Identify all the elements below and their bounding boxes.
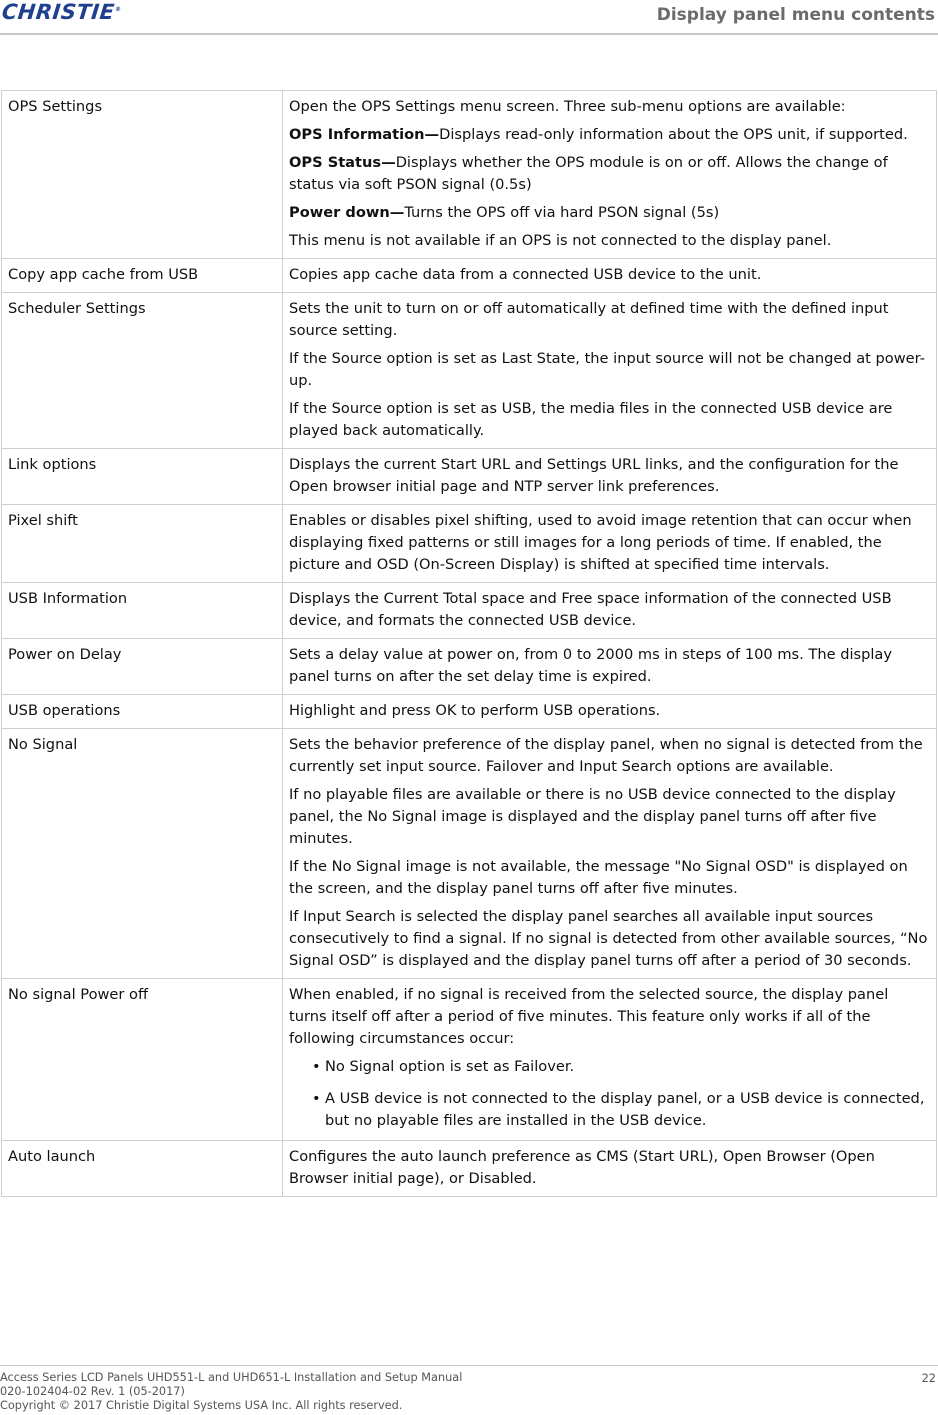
paragraph-text: Sets the behavior preference of the display panel, when no signal is detected from the currently set input source. Failover and Input Search options are available.	[289, 736, 923, 775]
paragraph-text: Configures the auto launch preference as CMS (Start URL), Open Browser (Open Browser initial page), or Disabled.	[289, 1148, 875, 1187]
description-paragraph	[289, 644, 930, 688]
menu-item-name: USB Information	[2, 583, 283, 639]
description-paragraph	[289, 454, 930, 498]
option-term: OPS Information—	[289, 126, 440, 143]
menu-item-description	[283, 293, 937, 449]
menu-item-description	[283, 1141, 937, 1197]
description-paragraph	[289, 348, 930, 392]
menu-item-name: Copy app cache from USB	[2, 259, 283, 293]
table-row	[2, 1141, 937, 1197]
table-row	[2, 91, 937, 259]
paragraph-text: Displays whether the OPS module is on or off. Allows the change of status via soft PSON signal (0.5s)	[289, 154, 888, 193]
table-row	[2, 583, 937, 639]
menu-item-name: Link options	[2, 449, 283, 505]
paragraph-text: Enables or disables pixel shifting, used to avoid image retention that can occur when displaying fixed patterns or still images for a long periods of time. If enabled, the picture and OSD (On-Screen Display) is shifted at specified time intervals.	[289, 512, 912, 573]
menu-item-description	[283, 505, 937, 583]
document-revision: 020-102404-02 Rev. 1 (05-2017)	[0, 1385, 185, 1398]
manual-title: Access Series LCD Panels UHD551-L and UHD651-L Installation and Setup Manual	[0, 1371, 463, 1384]
menu-item-description	[283, 695, 937, 729]
table-row	[2, 729, 937, 979]
page-footer	[0, 1365, 938, 1413]
table-row	[2, 449, 937, 505]
table-row	[2, 505, 937, 583]
page-header	[0, 0, 938, 35]
description-paragraph	[289, 124, 930, 146]
description-paragraph	[289, 230, 930, 252]
table-row	[2, 695, 937, 729]
table-row	[2, 293, 937, 449]
menu-item-description	[283, 449, 937, 505]
paragraph-text: Copies app cache data from a connected USB device to the unit.	[289, 266, 762, 283]
list-item-text: A USB device is not connected to the display panel, or a USB device is connected, but no playable files are installed in the USB device.	[325, 1090, 925, 1129]
list-item	[312, 1088, 930, 1132]
option-term: Power down—	[289, 204, 405, 221]
paragraph-text: Displays the current Start URL and Settings URL links, and the configuration for the Open browser initial page and NTP server link preferences.	[289, 456, 899, 495]
menu-item-description	[283, 583, 937, 639]
list-item-text: No Signal option is set as Failover.	[325, 1058, 575, 1075]
menu-item-name: No signal Power off	[2, 979, 283, 1141]
paragraph-text: This menu is not available if an OPS is not connected to the display panel.	[289, 232, 832, 249]
page-number: 22	[921, 1372, 936, 1385]
menu-contents-table	[1, 90, 937, 1197]
description-paragraph	[289, 202, 930, 224]
description-paragraph	[289, 96, 930, 118]
description-paragraph	[289, 298, 930, 342]
bullet-icon: •	[312, 1058, 321, 1075]
description-paragraph	[289, 1146, 930, 1190]
menu-item-name: Pixel shift	[2, 505, 283, 583]
table-row	[2, 639, 937, 695]
menu-item-name: Auto launch	[2, 1141, 283, 1197]
paragraph-text: Sets the unit to turn on or off automatically at defined time with the defined input source setting.	[289, 300, 889, 339]
menu-item-name: Power on Delay	[2, 639, 283, 695]
menu-item-name: No Signal	[2, 729, 283, 979]
paragraph-text: If the No Signal image is not available, the message "No Signal OSD" is displayed on the screen, and the display panel turns off after five minutes.	[289, 858, 908, 897]
menu-item-description	[283, 729, 937, 979]
paragraph-text: Sets a delay value at power on, from 0 to 2000 ms in steps of 100 ms. The display panel turns on after the set delay time is expired.	[289, 646, 893, 685]
paragraph-text: Turns the OPS off via hard PSON signal (5s)	[404, 204, 720, 221]
description-paragraph	[289, 734, 930, 778]
paragraph-text: If no playable files are available or there is no USB device connected to the display panel, the No Signal image is displayed and the display panel turns off after five minutes.	[289, 786, 896, 847]
description-paragraph	[289, 264, 930, 286]
christie-logo: CHRISTIE®	[0, 0, 122, 24]
menu-item-description	[283, 259, 937, 293]
description-paragraph	[289, 152, 930, 196]
table-row	[2, 979, 937, 1141]
paragraph-text: If Input Search is selected the display panel searches all available input sources consecutively to find a signal. If no signal is detected from other available sources, “No Signal OSD” is displayed and the display panel turns off after a period of 30 seconds.	[289, 908, 928, 969]
section-title: Display panel menu contents	[656, 5, 935, 25]
copyright-notice: Copyright © 2017 Christie Digital Systems USA Inc. All rights reserved.	[0, 1399, 403, 1412]
description-paragraph	[289, 588, 930, 632]
menu-item-name: OPS Settings	[2, 91, 283, 259]
description-paragraph	[289, 700, 930, 722]
menu-item-description	[283, 979, 937, 1141]
menu-item-name: USB operations	[2, 695, 283, 729]
description-paragraph	[289, 984, 930, 1050]
paragraph-text: When enabled, if no signal is received from the selected source, the display panel turns itself off after a period of five minutes. This feature only works if all of the following circumstances occur:	[289, 986, 889, 1047]
table-row	[2, 259, 937, 293]
description-paragraph	[289, 906, 930, 972]
description-paragraph	[289, 784, 930, 850]
bullet-icon: •	[312, 1090, 321, 1107]
paragraph-text: Displays read-only information about the OPS unit, if supported.	[439, 126, 908, 143]
paragraph-text: If the Source option is set as Last State, the input source will not be changed at power-up.	[289, 350, 925, 389]
paragraph-text: Highlight and press OK to perform USB operations.	[289, 702, 661, 719]
menu-item-description	[283, 639, 937, 695]
paragraph-text: If the Source option is set as USB, the media files in the connected USB device are played back automatically.	[289, 400, 893, 439]
description-paragraph	[289, 398, 930, 442]
menu-item-name: Scheduler Settings	[2, 293, 283, 449]
bullet-list	[289, 1056, 930, 1132]
paragraph-text: Displays the Current Total space and Free space information of the connected USB device, and formats the connected USB device.	[289, 590, 892, 629]
description-paragraph	[289, 856, 930, 900]
description-paragraph	[289, 510, 930, 576]
list-item	[312, 1056, 930, 1078]
paragraph-text: Open the OPS Settings menu screen. Three sub-menu options are available:	[289, 98, 846, 115]
menu-item-description	[283, 91, 937, 259]
option-term: OPS Status—	[289, 154, 396, 171]
